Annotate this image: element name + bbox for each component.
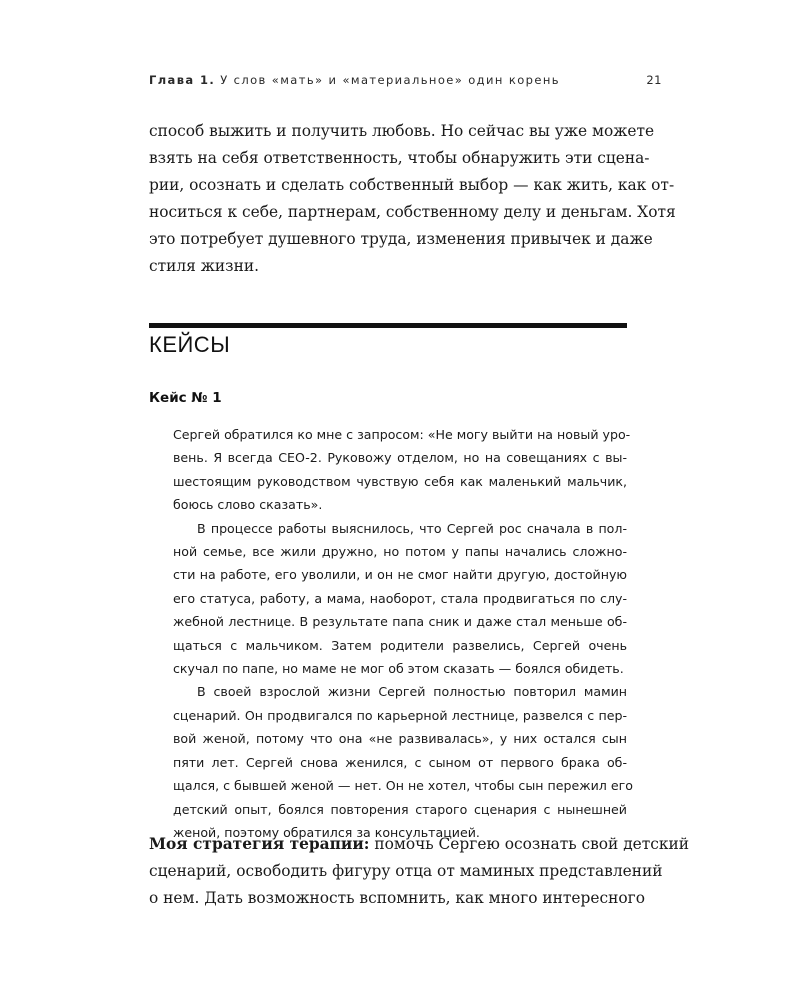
strategy-label: Моя стратегия терапии: (149, 835, 370, 853)
text-line: это потребует душевного труда, изменения привычек и даже (149, 230, 653, 248)
text-line: о нем. Дать возможность вспомнить, как много интересного (149, 889, 645, 907)
case-line: щаться с мальчиком. Затем родители развелись, Сергей очень (173, 637, 627, 653)
case-line: Сергей обратился ко мне с запросом: «Не могу выйти на новый уро- (173, 427, 631, 442)
section-divider (149, 323, 627, 328)
case-line: шестоящим руководством чувствую себя как маленький мальчик, (173, 473, 627, 489)
case-line: вой женой, потому что она «не развивалась», у них остался сын (173, 731, 627, 747)
chapter-label: Глава 1. (149, 73, 216, 87)
case-line: пяти лет. Сергей снова женился, с сыном от первого брака об- (173, 754, 627, 770)
case-line: вень. Я всегда CEO-2. Руковожу отделом, но на совещаниях с вы- (173, 450, 627, 466)
case-line: детский опыт, боялся повторения старого сценария с нынешней (173, 801, 627, 817)
section-title: КЕЙСЫ (149, 332, 231, 357)
intro-paragraph (149, 118, 676, 280)
case-line: женой, поэтому обратился за консультацией. (173, 824, 480, 840)
case-line: скучал по папе, но маме не мог об этом сказать — боялся обидеть. (173, 661, 624, 677)
case-line: В своей взрослой жизни Сергей полностью повторил мамин (197, 684, 627, 700)
case-body (173, 423, 633, 844)
text-line: способ выжить и получить любовь. Но сейчас вы уже можете (149, 122, 655, 140)
text-line: сценарий, освободить фигуру отца от маминых представлений (149, 862, 663, 880)
case-line: жебной лестнице. В результате папа сник и даже стал меньше об- (173, 614, 627, 630)
text-line: рии, осознать и сделать собственный выбор — как жить, как от- (149, 176, 675, 194)
case-line: щался, с бывшей женой — нет. Он не хотел, чтобы сын пережил его (173, 778, 633, 794)
strategy-paragraph (149, 831, 690, 912)
chapter-title: У слов «мать» и «материальное» один корень (220, 73, 560, 87)
case-line: В процессе работы выяснилось, что Сергей рос сначала в пол- (197, 520, 627, 536)
case-line: сти на работе, его уволили, и он не смог найти другую, достойную (173, 567, 627, 583)
text-line: носиться к себе, партнерам, собственному делу и деньгам. Хотя (149, 203, 676, 221)
case-line: боюсь слово сказать». (173, 497, 323, 513)
text-line: стиля жизни. (149, 257, 259, 275)
strategy-first-line (149, 831, 690, 858)
case-line: его статуса, работу, а мама, наоборот, стала продвигаться по слу- (173, 590, 627, 606)
case-title: Кейс № 1 (149, 390, 222, 406)
page-number: 21 (646, 73, 662, 87)
case-line: сценарий. Он продвигался по карьерной лестнице, развелся с пер- (173, 707, 627, 723)
chapter-heading (149, 73, 560, 87)
running-header (149, 70, 662, 90)
text-line: взять на себя ответственность, чтобы обнаружить эти сцена- (149, 149, 650, 167)
case-line: ной семье, все жили дружно, но потом у папы начались сложно- (173, 544, 627, 560)
strategy-first-text: помочь Сергею осознать свой детский (374, 835, 690, 853)
